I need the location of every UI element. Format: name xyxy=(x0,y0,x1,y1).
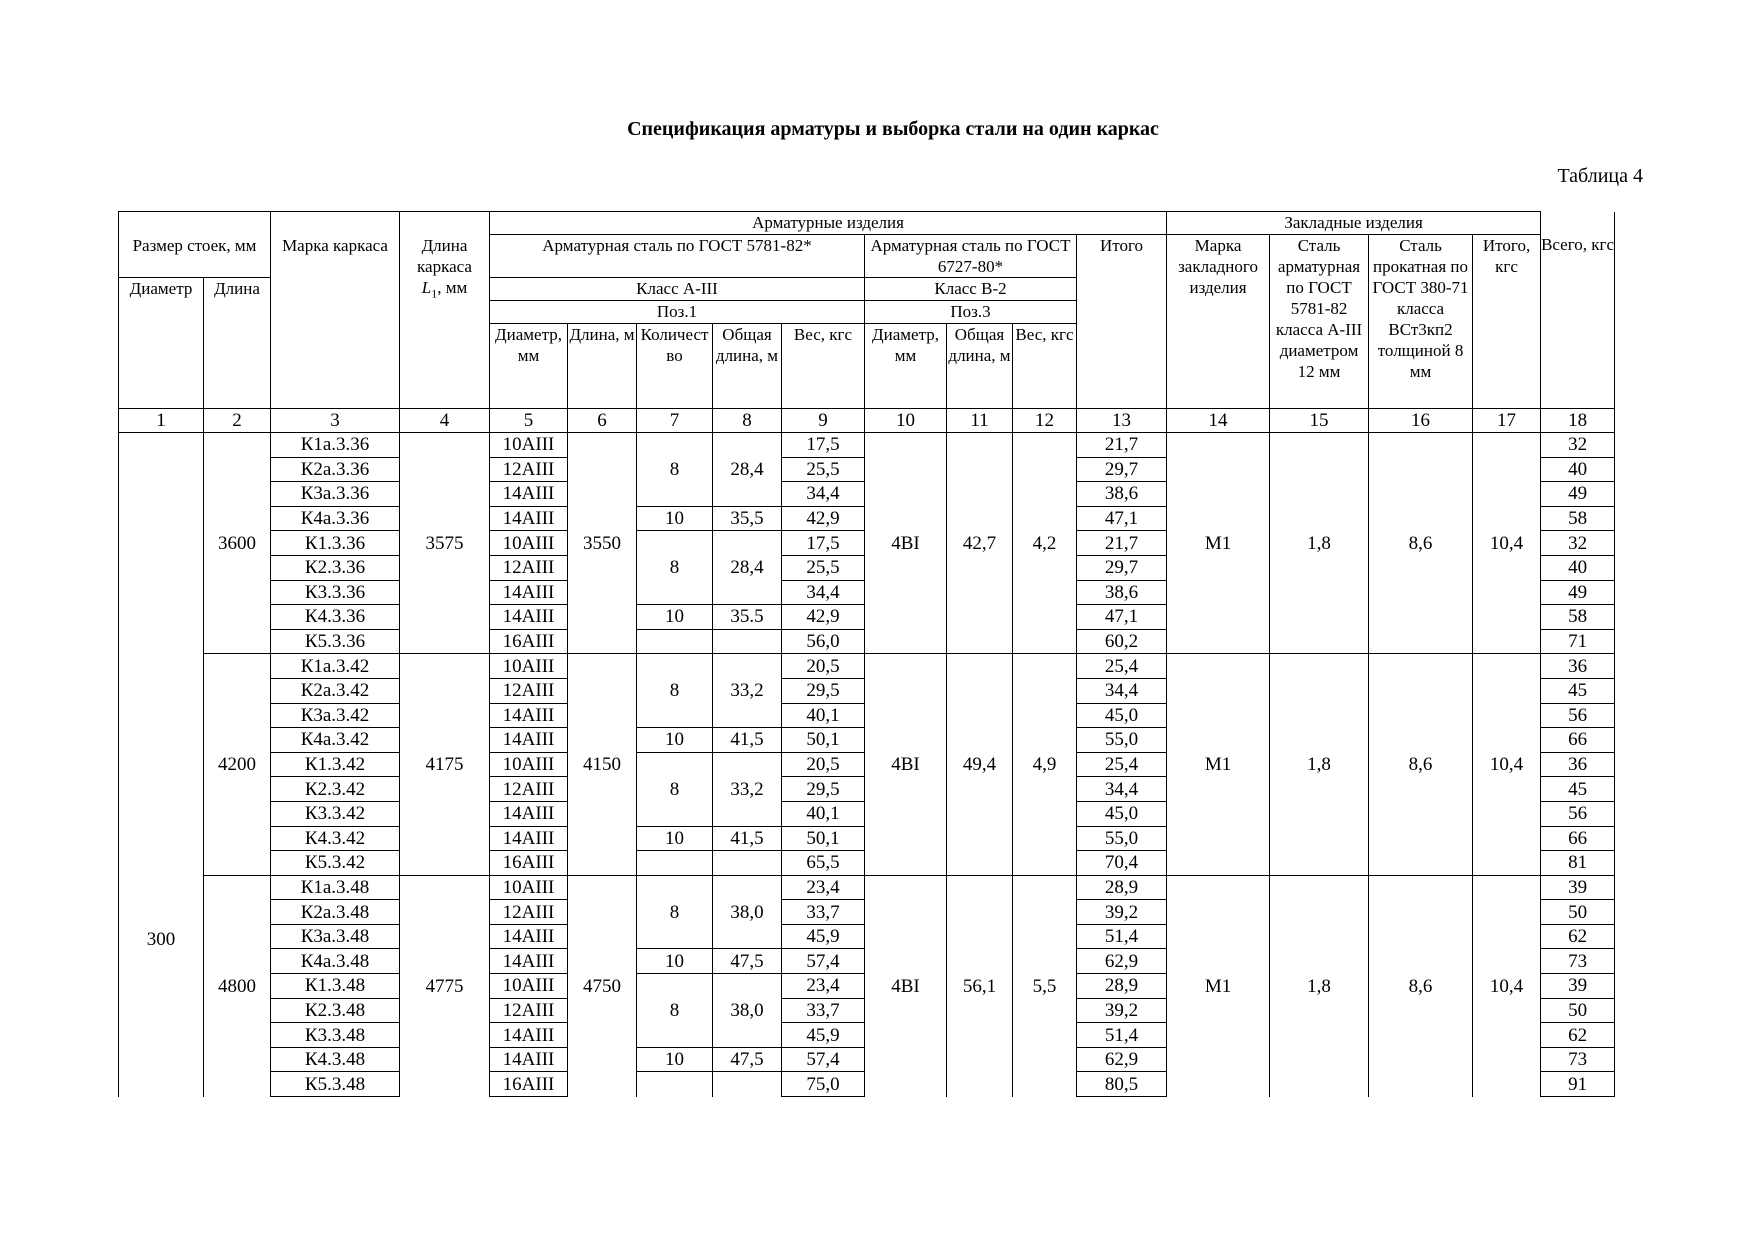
frame-mark: К5.3.36 xyxy=(271,629,400,654)
grand-total: 56 xyxy=(1541,703,1615,728)
rebar-diameter: 14АIII xyxy=(490,801,568,826)
rebar-diameter: 14АIII xyxy=(490,482,568,507)
header-length: Длина xyxy=(204,278,271,409)
rebar-weight: 40,1 xyxy=(782,801,865,826)
col-num: 3 xyxy=(271,409,400,433)
rebar-weight: 33,7 xyxy=(782,900,865,925)
rebar-total-length: 35.5 xyxy=(713,605,782,630)
rebar-total-length: 28,4 xyxy=(713,433,782,507)
rebar-total: 55,0 xyxy=(1077,826,1167,851)
frame-mark: К3.3.36 xyxy=(271,580,400,605)
rebar-quantity: 8 xyxy=(637,654,713,728)
embedded-mark-cell: М1 xyxy=(1167,654,1270,875)
col-num: 7 xyxy=(637,409,713,433)
grand-total: 71 xyxy=(1541,629,1615,654)
rebar-total: 29,7 xyxy=(1077,457,1167,482)
rebar-length-cell: 3550 xyxy=(568,433,637,654)
frame-mark: К1.3.48 xyxy=(271,974,400,999)
embedded-rebar-cell: 1,8 xyxy=(1270,654,1369,875)
grand-total: 58 xyxy=(1541,605,1615,630)
col-num: 16 xyxy=(1369,409,1473,433)
header-pos1: Поз.1 xyxy=(490,301,865,324)
rebar-quantity xyxy=(637,851,713,876)
rebar-diameter: 16АIII xyxy=(490,1072,568,1097)
grand-total: 73 xyxy=(1541,1047,1615,1072)
embedded-total-cell: 10,4 xyxy=(1473,875,1541,1096)
rebar-length-cell: 4150 xyxy=(568,654,637,875)
rebar-quantity: 8 xyxy=(637,531,713,605)
header-c-tlen2: Общая длина, м xyxy=(947,324,1013,409)
header-emb-rolled: Сталь прокатная по ГОСТ 380-71 класса ВСт3кп2 толщиной 8 мм xyxy=(1369,235,1473,409)
frame-mark: К4а.3.48 xyxy=(271,949,400,974)
header-c-wt2: Вес, кгс xyxy=(1013,324,1077,409)
rebar-quantity: 10 xyxy=(637,728,713,753)
grand-total: 62 xyxy=(1541,924,1615,949)
rebar-diameter: 12АIII xyxy=(490,777,568,802)
frame-length-cell: 3575 xyxy=(400,433,490,654)
col-num: 4 xyxy=(400,409,490,433)
wire-diameter-cell: 4BI xyxy=(865,433,947,654)
col-num: 13 xyxy=(1077,409,1167,433)
rebar-weight: 20,5 xyxy=(782,752,865,777)
rebar-total: 62,9 xyxy=(1077,1047,1167,1072)
rebar-quantity: 10 xyxy=(637,949,713,974)
header-diameter: Диаметр xyxy=(119,278,204,409)
frame-mark: К5.3.42 xyxy=(271,851,400,876)
header-pos3: Поз.3 xyxy=(865,301,1077,324)
frame-mark: К2а.3.36 xyxy=(271,457,400,482)
rebar-weight: 65,5 xyxy=(782,851,865,876)
rebar-quantity: 8 xyxy=(637,974,713,1048)
rebar-quantity: 10 xyxy=(637,506,713,531)
rebar-diameter: 12АIII xyxy=(490,678,568,703)
rebar-diameter: 10АIII xyxy=(490,654,568,679)
rebar-weight: 33,7 xyxy=(782,998,865,1023)
embedded-total-cell: 10,4 xyxy=(1473,654,1541,875)
header-emb-total: Итого, кгс xyxy=(1473,235,1541,409)
frame-mark: К4.3.36 xyxy=(271,605,400,630)
grand-total: 91 xyxy=(1541,1072,1615,1097)
header-emb-mark: Марка закладного изделия xyxy=(1167,235,1270,409)
rebar-weight: 25,5 xyxy=(782,457,865,482)
rebar-total: 45,0 xyxy=(1077,703,1167,728)
rebar-total: 25,4 xyxy=(1077,654,1167,679)
frame-mark: К3а.3.36 xyxy=(271,482,400,507)
header-c-wt: Вес, кгс xyxy=(782,324,865,409)
grand-total: 58 xyxy=(1541,506,1615,531)
wire-total-length-cell: 42,7 xyxy=(947,433,1013,654)
grand-total: 45 xyxy=(1541,777,1615,802)
header-c-qty: Количество xyxy=(637,324,713,409)
embedded-rolled-cell: 8,6 xyxy=(1369,654,1473,875)
wire-weight-cell: 4,9 xyxy=(1013,654,1077,875)
rebar-total-length: 28,4 xyxy=(713,531,782,605)
column-numbers-row xyxy=(119,409,1615,433)
wire-diameter-cell: 4BI xyxy=(865,875,947,1096)
rebar-total: 34,4 xyxy=(1077,777,1167,802)
rebar-diameter: 14АIII xyxy=(490,924,568,949)
grand-total: 66 xyxy=(1541,826,1615,851)
col-num: 8 xyxy=(713,409,782,433)
frame-length-cell: 4775 xyxy=(400,875,490,1096)
frame-mark: К4.3.42 xyxy=(271,826,400,851)
frame-mark: К2.3.36 xyxy=(271,555,400,580)
rebar-total-length: 41,5 xyxy=(713,826,782,851)
rebar-weight: 45,9 xyxy=(782,1023,865,1048)
header-mark: Марка каркаса xyxy=(271,235,400,409)
rebar-quantity: 10 xyxy=(637,826,713,851)
header-grand-total: Всего, кгс xyxy=(1541,212,1615,409)
grand-total: 66 xyxy=(1541,728,1615,753)
rebar-diameter: 12АIII xyxy=(490,555,568,580)
rebar-total-length: 47,5 xyxy=(713,949,782,974)
rebar-diameter: 12АIII xyxy=(490,457,568,482)
header-empty-size xyxy=(119,212,271,235)
rebar-total: 45,0 xyxy=(1077,801,1167,826)
rebar-diameter: 10АIII xyxy=(490,875,568,900)
rebar-total-length: 35,5 xyxy=(713,506,782,531)
header-steel-6727: Арматурная сталь по ГОСТ 6727-80* xyxy=(865,235,1077,278)
rebar-weight: 20,5 xyxy=(782,654,865,679)
header-frame-length: Длина каркаса $L_1$, мм xyxy=(400,235,490,409)
rebar-weight: 57,4 xyxy=(782,1047,865,1072)
rebar-total: 21,7 xyxy=(1077,433,1167,458)
frame-mark: К1а.3.36 xyxy=(271,433,400,458)
rebar-diameter: 10АIII xyxy=(490,531,568,556)
rebar-total: 39,2 xyxy=(1077,998,1167,1023)
rebar-diameter: 10АIII xyxy=(490,974,568,999)
rebar-weight: 23,4 xyxy=(782,974,865,999)
table-row xyxy=(119,875,1615,900)
col-num: 2 xyxy=(204,409,271,433)
header-c-diam: Диаметр, мм xyxy=(490,324,568,409)
header-empty-mark xyxy=(271,212,400,235)
rebar-total: 38,6 xyxy=(1077,482,1167,507)
header-emb-rebar: Сталь арматурная по ГОСТ 5781-82 класса А-III диаметром 12 мм xyxy=(1270,235,1369,409)
rebar-total: 80,5 xyxy=(1077,1072,1167,1097)
col-num: 10 xyxy=(865,409,947,433)
rebar-diameter: 10АIII xyxy=(490,433,568,458)
rebar-total: 70,4 xyxy=(1077,851,1167,876)
grand-total: 32 xyxy=(1541,433,1615,458)
rebar-diameter: 14АIII xyxy=(490,605,568,630)
frame-length-cell: 4175 xyxy=(400,654,490,875)
rebar-weight: 42,9 xyxy=(782,506,865,531)
grand-total: 81 xyxy=(1541,851,1615,876)
header-total: Итого xyxy=(1077,235,1167,409)
grand-total: 49 xyxy=(1541,482,1615,507)
grand-total: 32 xyxy=(1541,531,1615,556)
rebar-total-length: 33,2 xyxy=(713,752,782,826)
grand-total: 49 xyxy=(1541,580,1615,605)
col-num: 1 xyxy=(119,409,204,433)
length-cell: 3600 xyxy=(204,433,271,654)
rebar-total: 39,2 xyxy=(1077,900,1167,925)
rebar-weight: 17,5 xyxy=(782,531,865,556)
frame-mark: К1.3.42 xyxy=(271,752,400,777)
grand-total: 39 xyxy=(1541,974,1615,999)
rebar-total-length xyxy=(713,629,782,654)
header-c-len: Длина, м xyxy=(568,324,637,409)
rebar-diameter: 12АIII xyxy=(490,998,568,1023)
rebar-quantity: 10 xyxy=(637,1047,713,1072)
rebar-weight: 75,0 xyxy=(782,1072,865,1097)
rebar-weight: 17,5 xyxy=(782,433,865,458)
frame-mark: К3.3.42 xyxy=(271,801,400,826)
rebar-diameter: 16АIII xyxy=(490,851,568,876)
col-num: 12 xyxy=(1013,409,1077,433)
rebar-total: 51,4 xyxy=(1077,1023,1167,1048)
rebar-weight: 34,4 xyxy=(782,580,865,605)
rebar-total: 55,0 xyxy=(1077,728,1167,753)
rebar-weight: 56,0 xyxy=(782,629,865,654)
table-number: Таблица 4 xyxy=(1557,165,1643,187)
col-num: 17 xyxy=(1473,409,1541,433)
grand-total: 39 xyxy=(1541,875,1615,900)
rebar-quantity: 8 xyxy=(637,752,713,826)
rebar-quantity xyxy=(637,629,713,654)
rebar-weight: 34,4 xyxy=(782,482,865,507)
grand-total: 36 xyxy=(1541,654,1615,679)
table-row xyxy=(119,654,1615,679)
rebar-quantity: 8 xyxy=(637,875,713,949)
wire-total-length-cell: 56,1 xyxy=(947,875,1013,1096)
frame-mark: К5.3.48 xyxy=(271,1072,400,1097)
rebar-diameter: 12АIII xyxy=(490,900,568,925)
embedded-mark-cell: М1 xyxy=(1167,875,1270,1096)
rebar-quantity: 10 xyxy=(637,605,713,630)
rebar-length-cell: 4750 xyxy=(568,875,637,1096)
rebar-weight: 40,1 xyxy=(782,703,865,728)
col-num: 9 xyxy=(782,409,865,433)
grand-total: 40 xyxy=(1541,457,1615,482)
rebar-quantity: 8 xyxy=(637,433,713,507)
embedded-rebar-cell: 1,8 xyxy=(1270,875,1369,1096)
col-num: 6 xyxy=(568,409,637,433)
rebar-total: 34,4 xyxy=(1077,678,1167,703)
header-embedded: Закладные изделия xyxy=(1167,212,1541,235)
rebar-quantity xyxy=(637,1072,713,1097)
frame-mark: К4а.3.36 xyxy=(271,506,400,531)
rebar-diameter: 14АIII xyxy=(490,703,568,728)
rebar-diameter: 14АIII xyxy=(490,1047,568,1072)
frame-mark: К3.3.48 xyxy=(271,1023,400,1048)
frame-mark: К1.3.36 xyxy=(271,531,400,556)
rebar-total-length: 41,5 xyxy=(713,728,782,753)
rebar-total: 38,6 xyxy=(1077,580,1167,605)
rebar-diameter: 14АIII xyxy=(490,826,568,851)
embedded-rebar-cell: 1,8 xyxy=(1270,433,1369,654)
header-c-tlen: Общая длина, м xyxy=(713,324,782,409)
wire-weight-cell: 4,2 xyxy=(1013,433,1077,654)
header-c-diam2: Диаметр, мм xyxy=(865,324,947,409)
grand-total: 50 xyxy=(1541,900,1615,925)
document-title: Спецификация арматуры и выборка стали на один каркас xyxy=(627,118,1159,140)
col-num: 14 xyxy=(1167,409,1270,433)
wire-diameter-cell: 4BI xyxy=(865,654,947,875)
col-num: 5 xyxy=(490,409,568,433)
rebar-total: 51,4 xyxy=(1077,924,1167,949)
rebar-total: 47,1 xyxy=(1077,605,1167,630)
rebar-total: 21,7 xyxy=(1077,531,1167,556)
frame-mark: К1а.3.42 xyxy=(271,654,400,679)
rebar-weight: 29,5 xyxy=(782,777,865,802)
col-num: 15 xyxy=(1270,409,1369,433)
table-body xyxy=(119,433,1615,1097)
grand-total: 45 xyxy=(1541,678,1615,703)
grand-total: 36 xyxy=(1541,752,1615,777)
rebar-total: 25,4 xyxy=(1077,752,1167,777)
rebar-diameter: 14АIII xyxy=(490,1023,568,1048)
header-class-a3: Класс А-III xyxy=(490,278,865,301)
rebar-total: 60,2 xyxy=(1077,629,1167,654)
grand-total: 62 xyxy=(1541,1023,1615,1048)
specification-table xyxy=(118,211,1615,1097)
header-size: Размер стоек, мм xyxy=(119,235,271,278)
embedded-rolled-cell: 8,6 xyxy=(1369,875,1473,1096)
header-class-b2: Класс В-2 xyxy=(865,278,1077,301)
rebar-total: 62,9 xyxy=(1077,949,1167,974)
col-num: 11 xyxy=(947,409,1013,433)
header-empty-len xyxy=(400,212,490,235)
frame-mark: К1а.3.48 xyxy=(271,875,400,900)
rebar-total-length: 47,5 xyxy=(713,1047,782,1072)
rebar-diameter: 14АIII xyxy=(490,506,568,531)
rebar-diameter: 14АIII xyxy=(490,580,568,605)
length-cell: 4200 xyxy=(204,654,271,875)
grand-total: 40 xyxy=(1541,555,1615,580)
diameter-cell: 300 xyxy=(119,433,204,1097)
wire-total-length-cell: 49,4 xyxy=(947,654,1013,875)
rebar-total: 29,7 xyxy=(1077,555,1167,580)
rebar-diameter: 10АIII xyxy=(490,752,568,777)
frame-mark: К2а.3.48 xyxy=(271,900,400,925)
frame-mark: К4.3.48 xyxy=(271,1047,400,1072)
rebar-weight: 50,1 xyxy=(782,826,865,851)
header-rebar-items: Арматурные изделия xyxy=(490,212,1167,235)
rebar-weight: 45,9 xyxy=(782,924,865,949)
length-cell: 4800 xyxy=(204,875,271,1096)
embedded-total-cell: 10,4 xyxy=(1473,433,1541,654)
grand-total: 56 xyxy=(1541,801,1615,826)
wire-weight-cell: 5,5 xyxy=(1013,875,1077,1096)
rebar-total-length: 38,0 xyxy=(713,875,782,949)
rebar-diameter: 14АIII xyxy=(490,728,568,753)
rebar-total: 47,1 xyxy=(1077,506,1167,531)
rebar-total: 28,9 xyxy=(1077,875,1167,900)
frame-mark: К2.3.42 xyxy=(271,777,400,802)
rebar-total-length xyxy=(713,1072,782,1097)
grand-total: 50 xyxy=(1541,998,1615,1023)
frame-mark: К2.3.48 xyxy=(271,998,400,1023)
embedded-mark-cell: М1 xyxy=(1167,433,1270,654)
rebar-weight: 23,4 xyxy=(782,875,865,900)
rebar-weight: 29,5 xyxy=(782,678,865,703)
header-steel-5781: Арматурная сталь по ГОСТ 5781-82* xyxy=(490,235,865,278)
frame-mark: К3а.3.42 xyxy=(271,703,400,728)
embedded-rolled-cell: 8,6 xyxy=(1369,433,1473,654)
rebar-total: 28,9 xyxy=(1077,974,1167,999)
rebar-weight: 42,9 xyxy=(782,605,865,630)
rebar-total-length: 38,0 xyxy=(713,974,782,1048)
rebar-weight: 57,4 xyxy=(782,949,865,974)
col-num: 18 xyxy=(1541,409,1615,433)
rebar-weight: 50,1 xyxy=(782,728,865,753)
frame-mark: К3а.3.48 xyxy=(271,924,400,949)
rebar-total-length xyxy=(713,851,782,876)
rebar-total-length: 33,2 xyxy=(713,654,782,728)
rebar-weight: 25,5 xyxy=(782,555,865,580)
frame-mark: К4а.3.42 xyxy=(271,728,400,753)
table-row xyxy=(119,433,1615,458)
frame-mark: К2а.3.42 xyxy=(271,678,400,703)
rebar-diameter: 14АIII xyxy=(490,949,568,974)
rebar-diameter: 16АIII xyxy=(490,629,568,654)
grand-total: 73 xyxy=(1541,949,1615,974)
